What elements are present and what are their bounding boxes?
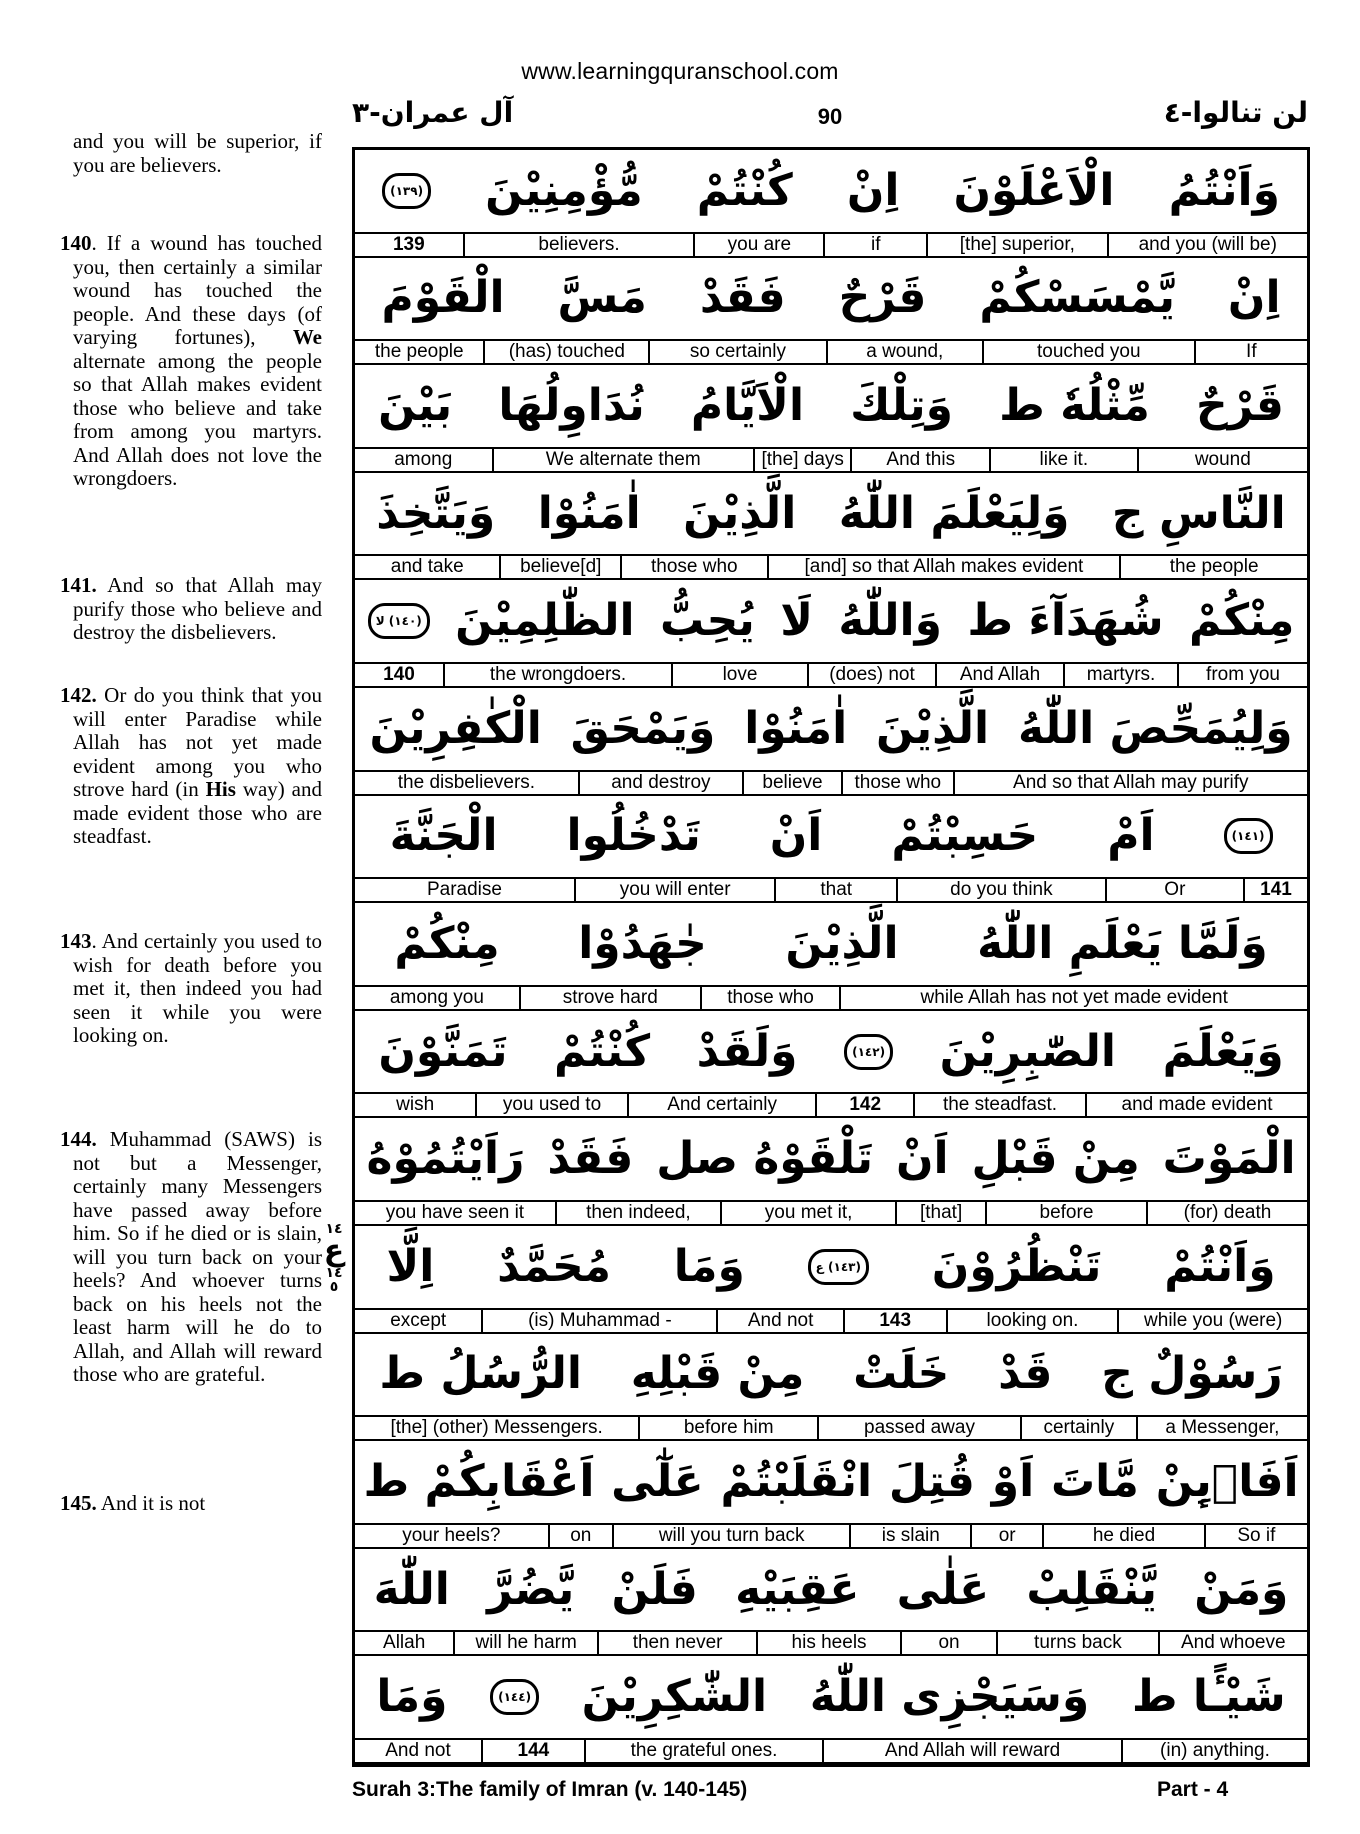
word-by-word-table [352, 147, 1310, 1767]
translation-cell: so certainly [650, 341, 828, 363]
verse-text: And it is not [96, 1491, 206, 1515]
verse-translation-paragraph [60, 574, 322, 645]
arabic-word: عَلٰى [896, 1563, 990, 1615]
arabic-word: عَقِبَيْهِ [735, 1563, 860, 1615]
translation-cell: those who [843, 772, 954, 794]
ayah-end-marker: (١٤٣) ع [808, 1249, 869, 1285]
ayah-number-cell: 140 [355, 664, 445, 686]
arabic-word: وَمَا [673, 1240, 745, 1292]
translation-cell: And not [355, 1740, 483, 1762]
translation-row [355, 1523, 1307, 1549]
arabic-word: رَاَيْتُمُوْهُ [366, 1133, 525, 1185]
ayah-row-block [355, 688, 1307, 796]
arabic-word: كُنْتُمْ [554, 1025, 651, 1077]
arabic-word: فَقَدْ [547, 1133, 634, 1185]
translation-cell: while you (were) [1144, 1309, 1283, 1331]
translation-cell: he died [1044, 1525, 1206, 1547]
ayah-row-block [355, 1334, 1307, 1442]
arabic-word: الْمَوْتَ [1162, 1133, 1296, 1185]
translation-cell: martyrs. [1065, 664, 1179, 686]
ayah-row-block [355, 473, 1307, 581]
arabic-text-row [355, 903, 1307, 985]
arabic-word: تَلْقَوْهُ صل [656, 1133, 874, 1185]
website-url: www.learningquranschool.com [521, 58, 839, 84]
ayah-end-marker: (١٤٢) [844, 1034, 893, 1070]
translation-row [355, 1415, 1307, 1441]
translation-row [355, 985, 1307, 1011]
arabic-word: اَعْقَابِكُمْ ط [363, 1455, 595, 1507]
arabic-word: اَوْ [991, 1455, 1035, 1507]
arabic-word: الرُّسُلُ ط [379, 1348, 582, 1400]
arabic-word: يُحِبُّ [660, 595, 755, 647]
arabic-word: يَّمْسَسْكُمْ [979, 272, 1176, 324]
translation-cell: [the] superior, [928, 234, 1108, 256]
translation-row [355, 1738, 1307, 1764]
ayah-number-cell: 144 [483, 1740, 586, 1762]
verse-text-emphasis: His [205, 777, 236, 801]
ayah-row-block [355, 1549, 1307, 1657]
verse-text: . If a wound has touched you, then certainly a similar wound has touched the people. And these days (of varying fortunes), [73, 231, 322, 349]
arabic-text-row [355, 258, 1307, 340]
verse-translation-paragraph [60, 1492, 322, 1516]
translation-cell: before him [640, 1417, 819, 1439]
translation-cell: on [550, 1525, 614, 1547]
ruku-marker-bottom: ٥ [329, 1279, 339, 1295]
translation-cell: you have seen it [355, 1202, 557, 1224]
translation-cell: your heels? [355, 1525, 550, 1547]
ayah-number-cell: 141 [1260, 879, 1292, 901]
arabic-word: قَدْ [998, 1348, 1053, 1400]
arabic-text-row [355, 580, 1307, 662]
arabic-word: الْقَوْمَ [381, 272, 505, 324]
arabic-text-row [355, 150, 1307, 232]
arabic-word: اَمْ [1107, 810, 1155, 862]
arabic-word: مُّؤْمِنِيْنَ [485, 164, 643, 216]
arabic-word: وَيَتَّخِذَ [376, 487, 496, 539]
translation-cell: except [355, 1310, 483, 1332]
arabic-word: النَّاسِ ج [1111, 487, 1286, 539]
translation-cell: believe [744, 772, 843, 794]
translation-cell: among you [355, 987, 521, 1009]
verse-text: alternate among the people so that Allah makes evident those who believe and take from among you martyrs. And Allah does not love the wrongdoers. [73, 348, 322, 490]
arabic-word: تَمَنَّوْنَ [378, 1025, 508, 1077]
ayah-row-block [355, 1118, 1307, 1226]
translation-row [355, 1630, 1307, 1656]
translation-row [355, 339, 1307, 365]
translation-cell: and destroy [580, 772, 744, 794]
translation-cell: If [1246, 341, 1257, 363]
translation-cell: [and] so that Allah makes evident [769, 556, 1122, 578]
translation-cell: and made evident [1121, 1094, 1273, 1116]
arabic-word: تَنْظُرُوْنَ [931, 1240, 1102, 1292]
translation-row [355, 447, 1307, 473]
arabic-text-row [355, 1011, 1307, 1093]
translation-cell: the steadfast. [915, 1094, 1087, 1116]
arabic-word: فَقَدْ [699, 272, 786, 324]
translation-cell: then indeed, [557, 1202, 722, 1224]
verse-text: Muhammad (SAWS) is not but a Messenger, certainly many Messengers have passed away before him. So if he died or is slain, will you turn back on your heels? And whoever turns back on his heels not the least harm will he do to Allah, and Allah will reward those who are grateful. [73, 1127, 322, 1386]
translation-cell: Or [1107, 879, 1245, 901]
verse-text-emphasis: We [292, 325, 322, 349]
arabic-word: وَلِيُمَحِّصَ اللّٰهُ [1017, 702, 1293, 754]
translation-cell: and take [355, 556, 501, 578]
translation-cell: touched you [984, 341, 1196, 363]
verse-translation-paragraph [60, 684, 322, 849]
translation-row [355, 770, 1307, 796]
translation-cell: (has) touched [485, 341, 650, 363]
translation-cell: while Allah has not yet made evident [920, 986, 1228, 1008]
arabic-word: مِنْكُمْ [394, 917, 500, 969]
translation-cell: the disbelievers. [355, 772, 580, 794]
verse-number: 145. [60, 1491, 97, 1515]
arabic-text-row [355, 1226, 1307, 1308]
arabic-word: شُهَدَآءَ ط [967, 595, 1164, 647]
verse-number: 143 [60, 929, 92, 953]
translation-cell: the people [355, 341, 485, 363]
arabic-word: قَرْحٌ [838, 272, 927, 324]
verse-translation-paragraph [60, 1128, 322, 1387]
arabic-word: شَيْـًٔا ط [1131, 1671, 1286, 1723]
translation-cell: love [673, 664, 809, 686]
arabic-word: اِلَّا [386, 1240, 435, 1292]
translation-cell: a wound, [828, 341, 984, 363]
arabic-text-row [355, 1441, 1307, 1523]
arabic-text-row [355, 473, 1307, 555]
ayah-row-block [355, 1011, 1307, 1119]
translation-cell: on [902, 1632, 998, 1654]
ayah-row-block [355, 150, 1307, 258]
arabic-word: الْاَعْلَوْنَ [953, 164, 1115, 216]
translation-cell: the people [1169, 556, 1259, 578]
arabic-word: اللّٰهَ [373, 1563, 450, 1615]
ayah-end-marker: (١٣٩) [382, 173, 431, 209]
arabic-text-row [355, 365, 1307, 447]
arabic-word: كُنْتُمْ [696, 164, 793, 216]
arabic-word: الْجَنَّةَ [389, 810, 498, 862]
verse-text: way) and made evident those who are steadfast. [73, 777, 322, 848]
arabic-word: مِنْ قَبْلِهِ [630, 1348, 805, 1400]
ayah-row-block [355, 580, 1307, 688]
translation-cell: believe[d] [501, 556, 622, 578]
translation-cell: you will enter [576, 879, 776, 901]
arabic-word: اٰمَنُوْا [744, 702, 848, 754]
translation-cell: will he harm [455, 1632, 599, 1654]
translation-cell: is slain [851, 1525, 972, 1547]
arabic-word: خَلَتْ [853, 1348, 950, 1400]
footer-surah-title: Surah 3:The family of Imran (v. 140-145) [352, 1778, 748, 1801]
translation-cell: before [987, 1202, 1148, 1224]
translation-cell: Allah [355, 1632, 455, 1654]
ayah-row-block [355, 1441, 1307, 1549]
translation-cell: you are [695, 234, 825, 256]
arabic-word: انْقَلَبْتُمْ [720, 1455, 873, 1507]
verse-text: . And certainly you used to wish for death before you met it, then indeed you had seen it while you were looking on. [73, 929, 322, 1047]
verse-text: and you will be superior, if you are believers. [73, 129, 322, 177]
translation-cell: the grateful ones. [586, 1740, 824, 1762]
arabic-word: وَلَقَدْ [696, 1025, 798, 1077]
arabic-word: اٰمَنُوْا [537, 487, 641, 539]
arabic-word: اِنْ [846, 164, 900, 216]
arabic-word: رَسُوْلٌ ج [1101, 1348, 1283, 1400]
arabic-word: مَسَّ [557, 272, 647, 324]
translation-cell: will you turn back [614, 1525, 852, 1547]
ayah-row-block [355, 258, 1307, 366]
ayah-row-block [355, 365, 1307, 473]
arabic-text-row [355, 1549, 1307, 1631]
verse-number: 141. [60, 573, 97, 597]
translation-cell: believers. [465, 234, 696, 256]
arabic-word: فَلَنْ [611, 1563, 698, 1615]
translation-cell: certainly [1022, 1417, 1138, 1439]
arabic-word: الَّذِيْنَ [875, 702, 990, 754]
ayah-number-cell: 143 [845, 1310, 948, 1332]
translation-cell: or [972, 1525, 1044, 1547]
translation-cell: like it. [991, 449, 1139, 471]
arabic-word: مِنْكُمْ [1189, 595, 1295, 647]
translation-row [355, 1308, 1307, 1334]
translation-cell: wound [1194, 448, 1251, 470]
arabic-word: الشّٰكِرِيْنَ [581, 1671, 768, 1723]
arabic-word: مُحَمَّدٌ [497, 1240, 611, 1292]
arabic-word: لَا [780, 595, 813, 647]
translation-cell: you used to [477, 1094, 628, 1116]
translation-cell: And Allah [937, 664, 1065, 686]
translation-cell: his heels [758, 1632, 902, 1654]
verse-translation-paragraph [60, 130, 322, 177]
translation-row [355, 1200, 1307, 1226]
translation-cell: strove hard [521, 987, 702, 1009]
translation-cell: And whoeve [1180, 1632, 1286, 1654]
verse-translation-paragraph [60, 930, 322, 1048]
arabic-text-row [355, 1118, 1307, 1200]
translation-row [355, 232, 1307, 258]
translation-cell: (in) anything. [1160, 1739, 1270, 1761]
arabic-word: وَلِيَعْلَمَ اللّٰهُ [838, 487, 1070, 539]
translation-cell: those who [702, 987, 842, 1009]
translation-cell: turns back [998, 1632, 1159, 1654]
arabic-word: جٰهَدُوْا [578, 917, 707, 969]
ayah-end-marker: (١٤٠) لا [368, 603, 430, 639]
verse-text: And so that Allah may purify those who believe and destroy the disbelievers. [73, 573, 322, 644]
translation-cell: among [355, 449, 494, 471]
arabic-word: قُتِلَ [888, 1455, 975, 1507]
translation-cell: [the] days [755, 449, 853, 471]
ruku-marker-side: ١٤ [325, 1265, 343, 1281]
translation-cell: And not [718, 1310, 844, 1332]
arabic-word: مِّثْلُهٗ ط [999, 379, 1150, 431]
translation-cell: those who [622, 556, 768, 578]
ayah-number-cell: 139 [355, 234, 465, 256]
arabic-word: وَتِلْكَ [850, 379, 953, 431]
arabic-word: وَلَمَّا يَعْلَمِ اللّٰهُ [977, 917, 1268, 969]
translation-cell: looking on. [948, 1310, 1120, 1332]
translation-cell: (for) death [1183, 1201, 1272, 1223]
arabic-word: وَاَنْتُمُ [1168, 164, 1280, 216]
arabic-word: الْاَيَّامُ [690, 379, 805, 431]
arabic-text-row [355, 1334, 1307, 1416]
translation-row [355, 877, 1307, 903]
ayah-end-marker: (١٤٤) [490, 1679, 539, 1715]
translation-cell: wish [355, 1094, 477, 1116]
arabic-word: وَسَيَجْزِى اللّٰهُ [809, 1671, 1090, 1723]
arabic-word: وَيَعْلَمَ [1162, 1025, 1284, 1077]
arabic-word: نُدَاوِلُهَا [498, 379, 645, 431]
translation-row [355, 554, 1307, 580]
verse-number: 142. [60, 683, 97, 707]
verse-number: 140 [60, 231, 92, 255]
arabic-text-row [355, 796, 1307, 878]
arabic-word: الَّذِيْنَ [683, 487, 797, 539]
verse-number: 144. [60, 1127, 97, 1151]
arabic-word: اِنْ [1227, 272, 1281, 324]
translation-cell: And certainly [629, 1094, 818, 1116]
translation-row [355, 1092, 1307, 1118]
arabic-word: قَرْحٌ [1196, 379, 1284, 431]
arabic-word: وَاَنْتُمْ [1164, 1240, 1276, 1292]
page-number: 90 [817, 104, 843, 129]
translation-row [355, 662, 1307, 688]
translation-cell: And Allah will reward [824, 1740, 1123, 1762]
ruku-marker-top: ١٤ [325, 1221, 343, 1237]
translation-cell: a Messenger, [1165, 1417, 1280, 1439]
ayah-row-block [355, 1656, 1307, 1764]
ayah-number-cell: 142 [817, 1094, 914, 1116]
arabic-text-row [355, 1656, 1307, 1738]
arabic-word: وَمَا [376, 1671, 448, 1723]
arabic-word: وَمَنْ [1194, 1563, 1289, 1615]
arabic-text-row [355, 688, 1307, 770]
translation-cell: So if [1237, 1524, 1276, 1546]
arabic-word: اَفَاۡىِٕنْ [1155, 1455, 1299, 1507]
translation-cell: from you [1206, 663, 1280, 685]
translation-cell: [the] (other) Messengers. [355, 1417, 640, 1439]
ruku-marker [314, 1222, 354, 1294]
translation-cell: if [825, 234, 928, 256]
verse-translation-paragraph [60, 232, 322, 491]
arabic-word: مَّاتَ [1050, 1455, 1139, 1507]
arabic-word: تَدْخُلُوا [566, 810, 701, 862]
translation-cell: passed away [819, 1417, 1022, 1439]
verse-text: Or do you think that you will enter Paradise while Allah has not yet made evident among you who strove hard (in [73, 683, 322, 801]
juz-name-arabic: لن تنالوا-٤ [1163, 96, 1308, 129]
arabic-word: يَّضُرَّ [487, 1563, 575, 1615]
ruku-marker-ain: ع [323, 1233, 345, 1268]
translation-cell: then never [599, 1632, 758, 1654]
translation-cell: the wrongdoers. [445, 664, 673, 686]
arabic-word: اَنْ [895, 1133, 949, 1185]
arabic-word: حَسِبْتُمْ [891, 810, 1039, 862]
footer-part: Part - 4 [1157, 1778, 1229, 1801]
translation-cell: [that] [897, 1202, 987, 1224]
translation-cell: and you (will be) [1138, 233, 1277, 255]
ayah-row-block [355, 796, 1307, 904]
arabic-word: بَيْنَ [378, 379, 453, 431]
translation-cell: And so that Allah may purify [1013, 771, 1249, 793]
arabic-word: الظّٰلِمِيْنَ [455, 595, 635, 647]
arabic-word: وَيَمْحَقَ [570, 702, 716, 754]
arabic-word: مِنْ قَبْلِ [971, 1133, 1140, 1185]
ayah-end-marker: (١٤١) [1224, 818, 1273, 854]
translation-cell: And this [852, 449, 991, 471]
translation-cell: We alternate them [494, 449, 755, 471]
ayah-row-block [355, 903, 1307, 1011]
translation-cell: that [776, 879, 898, 901]
arabic-word: وَاللّٰهُ [838, 595, 942, 647]
ayah-row-block [355, 1226, 1307, 1334]
translation-cell: you met it, [722, 1202, 897, 1224]
translation-cell: Paradise [355, 879, 576, 901]
arabic-word: يَّنْقَلِبْ [1026, 1563, 1158, 1615]
arabic-word: الَّذِيْنَ [785, 917, 899, 969]
arabic-word: الصّٰبِرِيْنَ [939, 1025, 1117, 1077]
surah-name-arabic: آل عمران-٣ [352, 96, 514, 129]
translation-cell: (is) Muhammad - [483, 1310, 718, 1332]
arabic-word: الْكٰفِرِيْنَ [369, 702, 542, 754]
translation-cell: (does) not [809, 664, 937, 686]
arabic-word: اَنْ [769, 810, 823, 862]
translation-cell: do you think [898, 879, 1107, 901]
arabic-word: عَلٰٓى [611, 1455, 704, 1507]
